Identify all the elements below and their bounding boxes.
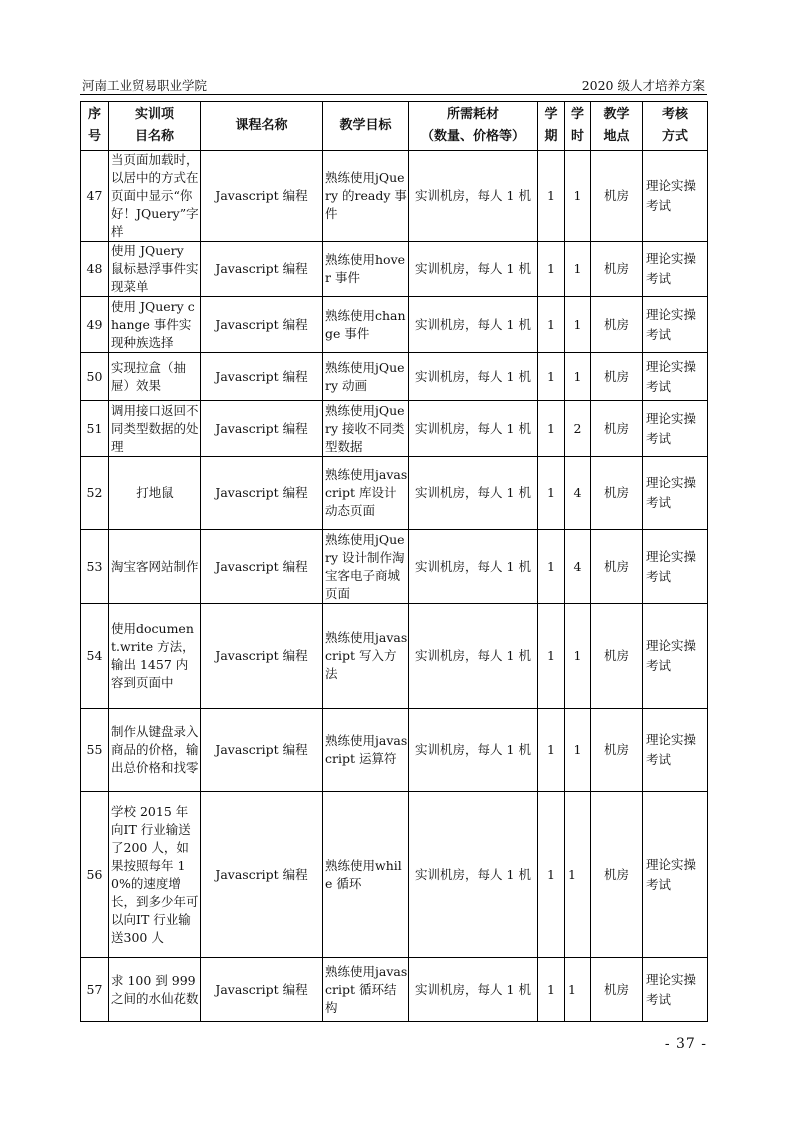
row-location: 机房 bbox=[591, 242, 643, 297]
row-term: 1 bbox=[538, 151, 565, 242]
row-exam: 理论实操考试 bbox=[643, 457, 708, 530]
row-location: 机房 bbox=[591, 151, 643, 242]
row-hours: 4 bbox=[565, 530, 591, 604]
row-exam: 理论实操考试 bbox=[643, 709, 708, 792]
table-row bbox=[81, 530, 708, 604]
row-goal: 熟练使用jQuery 的ready 事件 bbox=[323, 151, 409, 242]
row-goal: 熟练使用jQuery 动画 bbox=[323, 353, 409, 401]
row-goal: 熟练使用hover 事件 bbox=[323, 242, 409, 297]
row-no: 50 bbox=[81, 353, 109, 401]
table-row bbox=[81, 353, 708, 401]
row-exam: 理论实操考试 bbox=[643, 401, 708, 457]
row-term: 1 bbox=[538, 457, 565, 530]
row-hours: 1 bbox=[565, 353, 591, 401]
row-exam: 理论实操考试 bbox=[643, 151, 708, 242]
row-materials: 实训机房，每人 1 机 bbox=[409, 792, 538, 958]
page-number: - 37 - bbox=[664, 1036, 707, 1052]
row-course: Javascript 编程 bbox=[201, 709, 323, 792]
table-row bbox=[81, 958, 708, 1022]
row-goal: 熟练使用while 循环 bbox=[323, 792, 409, 958]
row-location: 机房 bbox=[591, 457, 643, 530]
table-row bbox=[81, 242, 708, 297]
row-term: 1 bbox=[538, 792, 565, 958]
row-hours: 1 bbox=[565, 604, 591, 709]
row-exam: 理论实操考试 bbox=[643, 353, 708, 401]
row-course: Javascript 编程 bbox=[201, 151, 323, 242]
header-hours: 学 时 bbox=[565, 102, 591, 151]
row-location: 机房 bbox=[591, 709, 643, 792]
row-goal: 熟练使用javascript 写入方法 bbox=[323, 604, 409, 709]
training-table bbox=[80, 101, 708, 1022]
row-no: 56 bbox=[81, 792, 109, 958]
row-location: 机房 bbox=[591, 353, 643, 401]
row-hours: 4 bbox=[565, 457, 591, 530]
row-location: 机房 bbox=[591, 958, 643, 1022]
row-location: 机房 bbox=[591, 401, 643, 457]
row-no: 47 bbox=[81, 151, 109, 242]
row-course: Javascript 编程 bbox=[201, 792, 323, 958]
row-materials: 实训机房，每人 1 机 bbox=[409, 958, 538, 1022]
header-plan-title: 2020 级人才培养方案 bbox=[581, 78, 705, 93]
row-course: Javascript 编程 bbox=[201, 297, 323, 353]
row-no: 51 bbox=[81, 401, 109, 457]
row-location: 机房 bbox=[591, 604, 643, 709]
row-exam: 理论实操考试 bbox=[643, 530, 708, 604]
page-header bbox=[80, 76, 707, 94]
row-materials: 实训机房，每人 1 机 bbox=[409, 242, 538, 297]
table-row bbox=[81, 297, 708, 353]
row-item: 使用document.write 方法，输出 1457 内容到页面中 bbox=[109, 604, 201, 709]
table-row bbox=[81, 604, 708, 709]
row-location: 机房 bbox=[591, 297, 643, 353]
table-row bbox=[81, 151, 708, 242]
row-item: 调用接口返回不同类型数据的处理 bbox=[109, 401, 201, 457]
table-row bbox=[81, 792, 708, 958]
row-no: 48 bbox=[81, 242, 109, 297]
row-hours: 1 bbox=[565, 709, 591, 792]
row-course: Javascript 编程 bbox=[201, 958, 323, 1022]
row-hours: 1 bbox=[565, 151, 591, 242]
row-term: 1 bbox=[538, 958, 565, 1022]
header-materials: 所需耗材 （数量、价格等） bbox=[409, 102, 538, 151]
row-materials: 实训机房，每人 1 机 bbox=[409, 457, 538, 530]
row-item: 使用 JQuery 鼠标悬浮事件实现菜单 bbox=[109, 242, 201, 297]
row-item: 学校 2015 年向IT 行业输送了200 人，如果按照每年 10%的速度增长，到多少年可以向IT 行业输送300 人 bbox=[109, 792, 201, 958]
row-term: 1 bbox=[538, 353, 565, 401]
header-location: 教学 地点 bbox=[591, 102, 643, 151]
row-goal: 熟练使用change 事件 bbox=[323, 297, 409, 353]
row-hours: 1 bbox=[565, 297, 591, 353]
row-no: 57 bbox=[81, 958, 109, 1022]
row-no: 49 bbox=[81, 297, 109, 353]
row-exam: 理论实操考试 bbox=[643, 792, 708, 958]
row-hours: 1 bbox=[565, 242, 591, 297]
row-materials: 实训机房，每人 1 机 bbox=[409, 604, 538, 709]
row-exam: 理论实操考试 bbox=[643, 604, 708, 709]
row-no: 54 bbox=[81, 604, 109, 709]
row-item: 制作从键盘录入商品的价格，输出总价格和找零 bbox=[109, 709, 201, 792]
row-course: Javascript 编程 bbox=[201, 401, 323, 457]
row-materials: 实训机房，每人 1 机 bbox=[409, 530, 538, 604]
row-goal: 熟练使用javascript 运算符 bbox=[323, 709, 409, 792]
row-term: 1 bbox=[538, 604, 565, 709]
row-materials: 实训机房，每人 1 机 bbox=[409, 297, 538, 353]
header-term: 学 期 bbox=[538, 102, 565, 151]
row-item: 打地鼠 bbox=[109, 457, 201, 530]
row-materials: 实训机房，每人 1 机 bbox=[409, 709, 538, 792]
row-item: 实现拉盒（抽屉）效果 bbox=[109, 353, 201, 401]
row-location: 机房 bbox=[591, 530, 643, 604]
table-row bbox=[81, 709, 708, 792]
row-course: Javascript 编程 bbox=[201, 604, 323, 709]
header-exam: 考核 方式 bbox=[643, 102, 708, 151]
row-hours: 1 bbox=[565, 958, 591, 1022]
row-no: 55 bbox=[81, 709, 109, 792]
row-course: Javascript 编程 bbox=[201, 353, 323, 401]
table-header-row bbox=[81, 102, 708, 151]
row-item: 淘宝客网站制作 bbox=[109, 530, 201, 604]
header-institution: 河南工业贸易职业学院 bbox=[82, 78, 208, 93]
row-materials: 实训机房，每人 1 机 bbox=[409, 353, 538, 401]
row-course: Javascript 编程 bbox=[201, 242, 323, 297]
row-term: 1 bbox=[538, 709, 565, 792]
header-item: 实训项 目名称 bbox=[109, 102, 201, 151]
row-exam: 理论实操考试 bbox=[643, 958, 708, 1022]
row-term: 1 bbox=[538, 401, 565, 457]
header-course: 课程名称 bbox=[201, 102, 323, 151]
row-term: 1 bbox=[538, 242, 565, 297]
row-no: 53 bbox=[81, 530, 109, 604]
row-goal: 熟练使用javascript 库设计动态页面 bbox=[323, 457, 409, 530]
row-exam: 理论实操考试 bbox=[643, 242, 708, 297]
row-goal: 熟练使用javascript 循环结构 bbox=[323, 958, 409, 1022]
row-location: 机房 bbox=[591, 792, 643, 958]
row-item: 使用 JQuery change 事件实现种族选择 bbox=[109, 297, 201, 353]
row-item: 求 100 到 999 之间的水仙花数 bbox=[109, 958, 201, 1022]
row-hours: 1 bbox=[565, 792, 591, 958]
row-materials: 实训机房，每人 1 机 bbox=[409, 401, 538, 457]
header-no: 序 号 bbox=[81, 102, 109, 151]
row-term: 1 bbox=[538, 530, 565, 604]
table-row bbox=[81, 457, 708, 530]
row-materials: 实训机房，每人 1 机 bbox=[409, 151, 538, 242]
header-rule bbox=[80, 94, 707, 95]
row-no: 52 bbox=[81, 457, 109, 530]
header-goal: 教学目标 bbox=[323, 102, 409, 151]
row-goal: 熟练使用jQuery 设计制作淘宝客电子商城页面 bbox=[323, 530, 409, 604]
row-hours: 2 bbox=[565, 401, 591, 457]
row-item: 当页面加载时，以居中的方式在页面中显示“你好！JQuery”字样 bbox=[109, 151, 201, 242]
row-course: Javascript 编程 bbox=[201, 457, 323, 530]
table-row bbox=[81, 401, 708, 457]
row-goal: 熟练使用jQuery 接收不同类型数据 bbox=[323, 401, 409, 457]
row-exam: 理论实操考试 bbox=[643, 297, 708, 353]
row-course: Javascript 编程 bbox=[201, 530, 323, 604]
row-term: 1 bbox=[538, 297, 565, 353]
